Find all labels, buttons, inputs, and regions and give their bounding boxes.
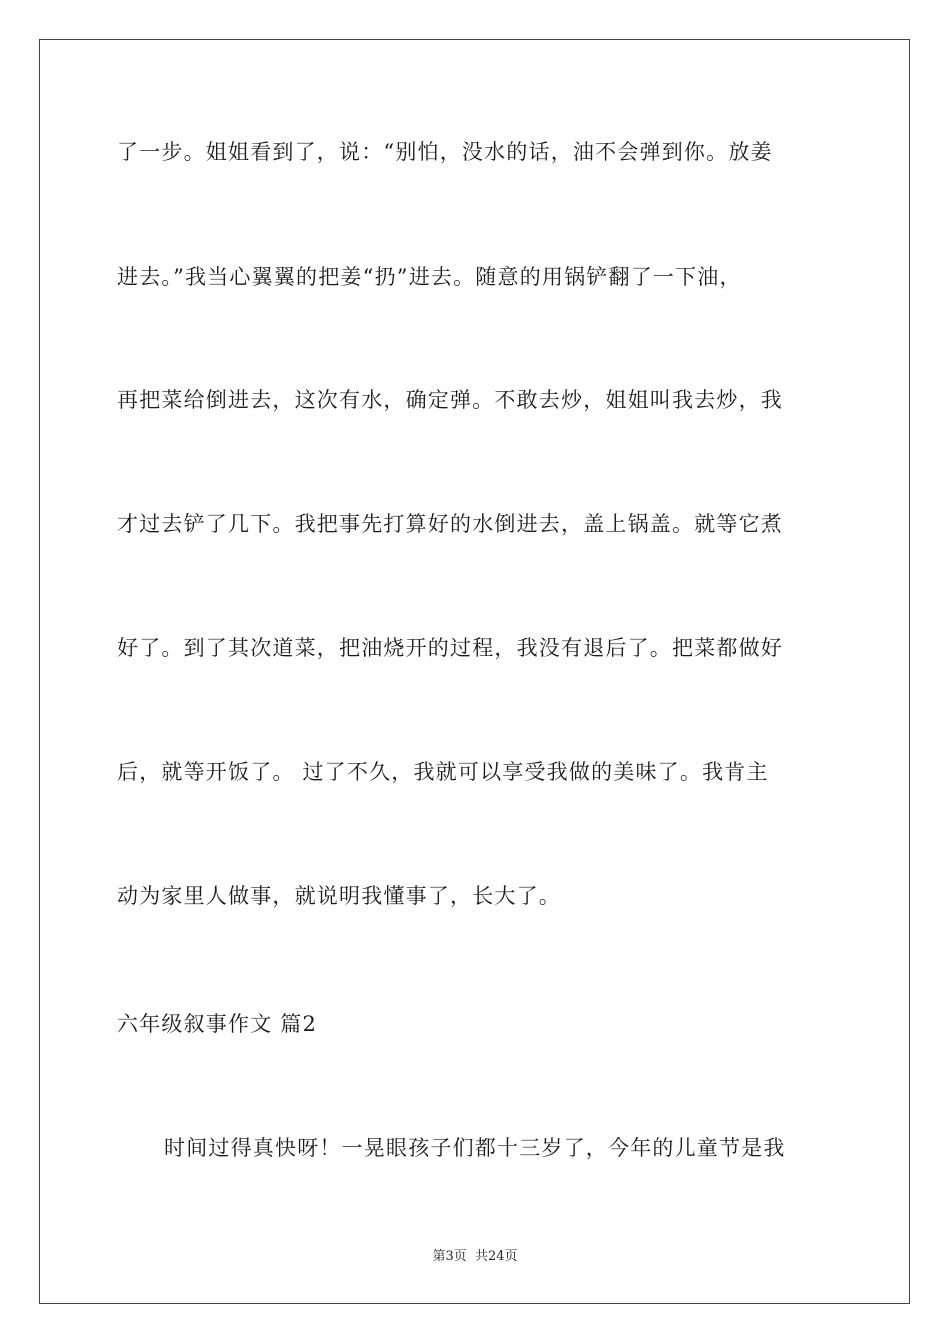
text-line-7: 动为家里人做事，就说明我懂事了，长大了。 <box>117 884 561 908</box>
text-line-3: 再把菜给倒进去，这次有水，确定弹。不敢去炒，姐姐叫我去炒，我 <box>117 388 783 412</box>
paragraph-first-line: 时间过得真快呀！一晃眼孩子们都十三岁了，今年的儿童节是我 <box>164 1136 786 1160</box>
text-line-5: 好了。到了其次道菜，把油烧开的过程，我没有退后了。把菜都做好 <box>117 636 783 660</box>
text-line-4: 才过去铲了几下。我把事先打算好的水倒进去，盖上锅盖。就等它煮 <box>117 512 783 536</box>
page-total: 共24页 <box>474 1249 518 1264</box>
section-heading: 六年级叙事作文 篇2 <box>117 1012 318 1036</box>
page-border <box>39 39 910 1304</box>
text-line-2: 进去。”我当心翼翼的把姜“扔”进去。随意的用锅铲翻了一下油， <box>117 265 742 289</box>
text-line-1: 了一步。姐姐看到了，说：“别怕，没水的话，油不会弹到你。放姜 <box>117 140 773 164</box>
text-line-6: 后，就等开饭了。 过了不久，我就可以享受我做的美味了。我肯主 <box>117 760 769 784</box>
page-footer <box>0 1248 950 1266</box>
page-number: 第3页 <box>432 1249 467 1264</box>
